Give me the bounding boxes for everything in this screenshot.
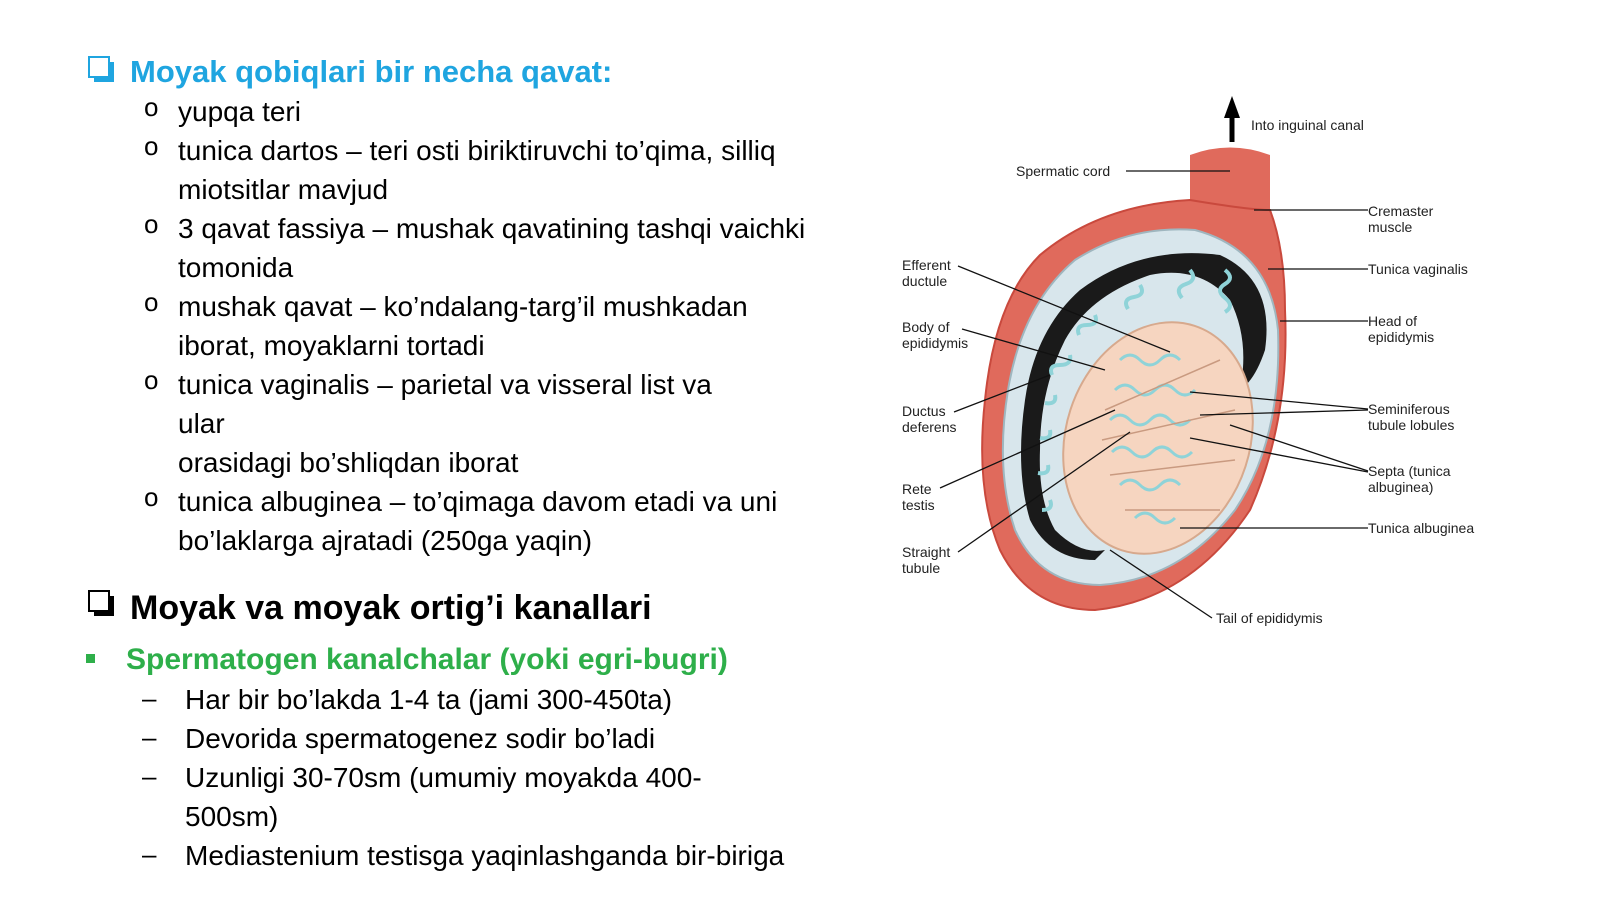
circle-bullet-icon: o [144, 482, 159, 512]
label-straight-tubule-2: tubule [902, 560, 941, 576]
label-head-epididymis-2: epididymis [1368, 329, 1435, 345]
list-item: o yupqa teri [86, 92, 838, 131]
dash-bullet-icon: – [142, 839, 157, 869]
list-item: – Uzunligi 30-70sm (umumiy moyakda 400- 500sm) [86, 758, 805, 836]
label-tail-epididymis: Tail of epididymis [1216, 610, 1323, 626]
label-cremaster: Cremaster [1368, 203, 1434, 219]
circle-bullet-icon: o [144, 365, 159, 395]
coverings-list [86, 92, 856, 560]
label-spermatic-cord: Spermatic cord [1016, 163, 1111, 179]
dash-bullet-icon: – [142, 683, 157, 713]
list-item: – Devorida spermatogenez sodir bo’ladi [86, 719, 805, 758]
label-body-epididymis: Body of [902, 319, 950, 335]
arrow-up-icon [1224, 96, 1240, 142]
label-septa: Septa (tunica [1368, 463, 1451, 479]
section-heading-ducts [86, 586, 856, 630]
testis-diagram [890, 80, 1510, 650]
label-efferent-ductule-2: ductule [902, 273, 948, 289]
square-bullet-icon [86, 654, 95, 663]
circle-bullet-icon: o [144, 209, 159, 239]
heading-text: Spermatogen kanalchalar (yoki egri-bugri) [126, 643, 728, 676]
list-item: – Mediastenium testisga yaqinlashganda bir-biriga [86, 836, 805, 875]
label-rete-testis-2: testis [902, 497, 935, 513]
circle-bullet-icon: o [144, 287, 159, 317]
heading-text: Moyak va moyak ortig’i kanallari [130, 589, 652, 627]
seminiferous-list [86, 680, 856, 875]
label-rete-testis: Rete [902, 481, 932, 497]
label-efferent-ductule: Efferent [902, 257, 951, 273]
list-item: o tunica vaginalis – parietal va visseral list va ular orasidagi bo’shliqdan iborat [86, 365, 838, 482]
list-item: – Har bir bo’lakda 1-4 ta (jami 300-450ta) [86, 680, 805, 719]
list-item: o tunica albuginea – to’qimaga davom etadi va uni bo’laklarga ajratadi (250ga yaqin) [86, 482, 838, 560]
label-seminiferous-lobules-2: tubule lobules [1368, 417, 1455, 433]
text-column [86, 52, 856, 875]
label-septa-2: albuginea) [1368, 479, 1434, 495]
dash-bullet-icon: – [142, 761, 157, 791]
testis-illustration [890, 80, 1510, 650]
label-ductus-deferens-2: deferens [902, 419, 957, 435]
label-seminiferous-lobules: Seminiferous [1368, 401, 1450, 417]
label-ductus-deferens: Ductus [902, 403, 946, 419]
list-item: o 3 qavat fassiya – mushak qavatining tashqi vaichki tomonida [86, 209, 838, 287]
section-heading-coverings [86, 52, 856, 92]
section-heading-seminiferous [86, 640, 856, 680]
dash-bullet-icon: – [142, 722, 157, 752]
label-cremaster-2: muscle [1368, 219, 1413, 235]
checkbox-bullet-icon [88, 590, 110, 612]
list-item: o tunica dartos – teri osti biriktiruvchi to’qima, silliq miotsitlar mavjud [86, 131, 838, 209]
checkbox-bullet-icon [88, 56, 110, 78]
label-head-epididymis: Head of [1368, 313, 1418, 329]
circle-bullet-icon: o [144, 131, 159, 161]
label-tunica-albuginea: Tunica albuginea [1368, 520, 1475, 536]
circle-bullet-icon: o [144, 92, 159, 122]
label-into-inguinal-canal: Into inguinal canal [1251, 117, 1364, 133]
label-tunica-vaginalis: Tunica vaginalis [1368, 261, 1468, 277]
label-body-epididymis-2: epididymis [902, 335, 969, 351]
label-straight-tubule: Straight [902, 544, 951, 560]
heading-text: Moyak qobiqlari bir necha qavat: [130, 54, 613, 89]
list-item: o mushak qavat – ko’ndalang-targ’il mushkadan iborat, moyaklarni tortadi [86, 287, 838, 365]
